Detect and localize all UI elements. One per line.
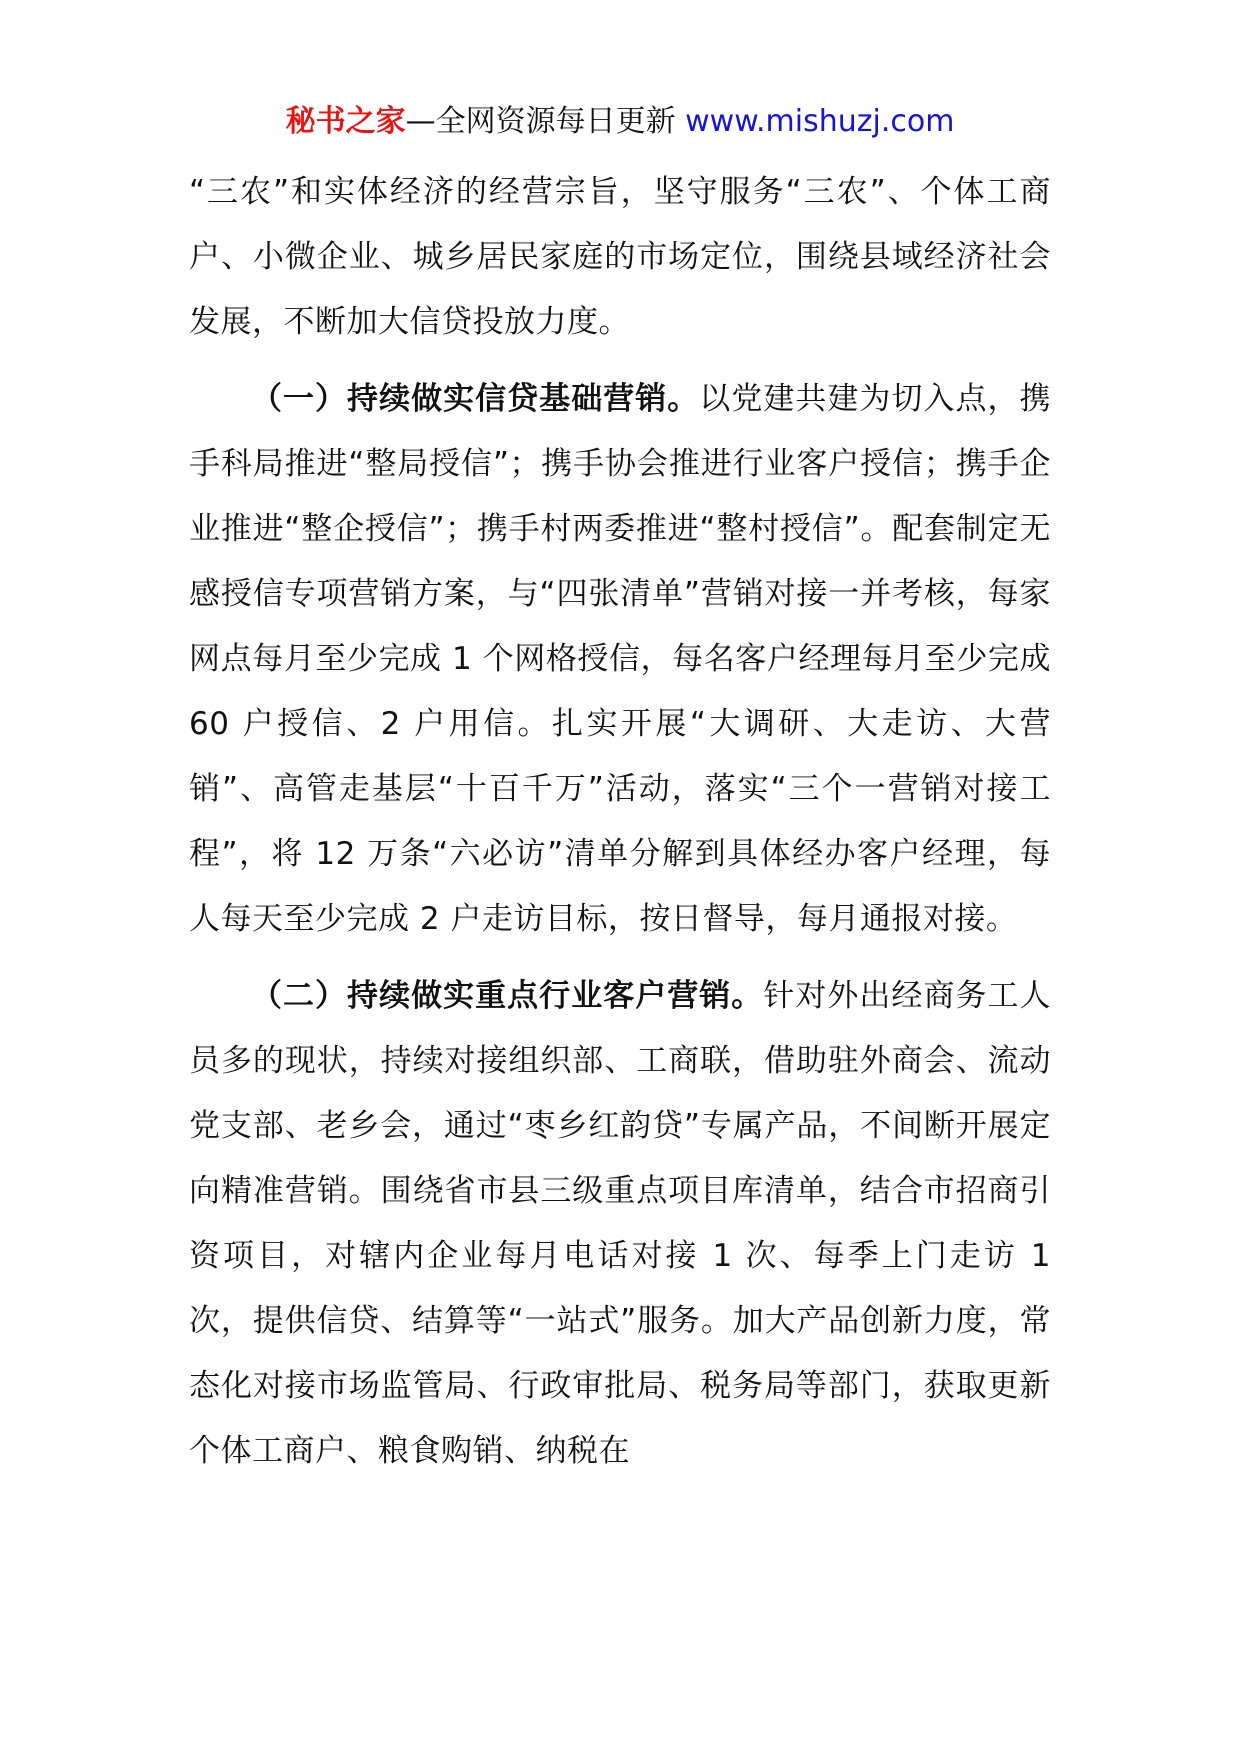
- paragraph-section-1: [189, 367, 1051, 952]
- section-heading: （一）持续做实信贷基础营销。: [251, 381, 700, 417]
- paragraph-text: 以党建共建为切入点，携手科局推进“整局授信”；携手协会推进行业客户授信；携手企业推进“整企授信”；携手村两委推进“整村授信”。配套制定无感授信专项营销方案，与“四张清单”营销对接一并考核，每家网点每月至少完成 1 个网格授信，每名客户经理每月至少完成 60 户授信、2 户用信。扎实开展“大调研、大走访、大营销”、高管走基层“十百千万”活动，落实“三个一营销对接工程”，将 12 万条“六必访”清单分解到具体经办客户经理，每人每天至少完成 2 户走访目标，按日督导，每月通报对接。: [189, 381, 1052, 937]
- site-brand: 秘书之家: [285, 104, 406, 139]
- paragraph-section-2: [189, 964, 1051, 1484]
- site-header: [0, 100, 1240, 144]
- paragraph-continuation: [189, 160, 1051, 355]
- document-body: [189, 160, 1051, 1484]
- paragraph-text: “三农”和实体经济的经营宗旨，坚守服务“三农”、个体工商户、小微企业、城乡居民家庭的市场定位，围绕县域经济社会发展，不断加大信贷投放力度。: [189, 174, 1051, 340]
- paragraph-text: 针对外出经商务工人员多的现状，持续对接组织部、工商联，借助驻外商会、流动党支部、老乡会，通过“枣乡红韵贷”专属产品，不间断开展定向精准营销。围绕省市县三级重点项目库清单，结合市招商引资项目，对辖内企业每月电话对接 1 次、每季上门走访 1 次，提供信贷、结算等“一站式”服务。加大产品创新力度，常态化对接市场监管局、行政审批局、税务局等部门，获取更新个体工商户、粮食购销、纳税在: [189, 978, 1052, 1469]
- site-url-link[interactable]: www.mishuzj.com: [685, 104, 955, 139]
- site-tagline: —全网资源每日更新: [405, 104, 686, 139]
- section-heading: （二）持续做实重点行业客户营销。: [251, 978, 764, 1014]
